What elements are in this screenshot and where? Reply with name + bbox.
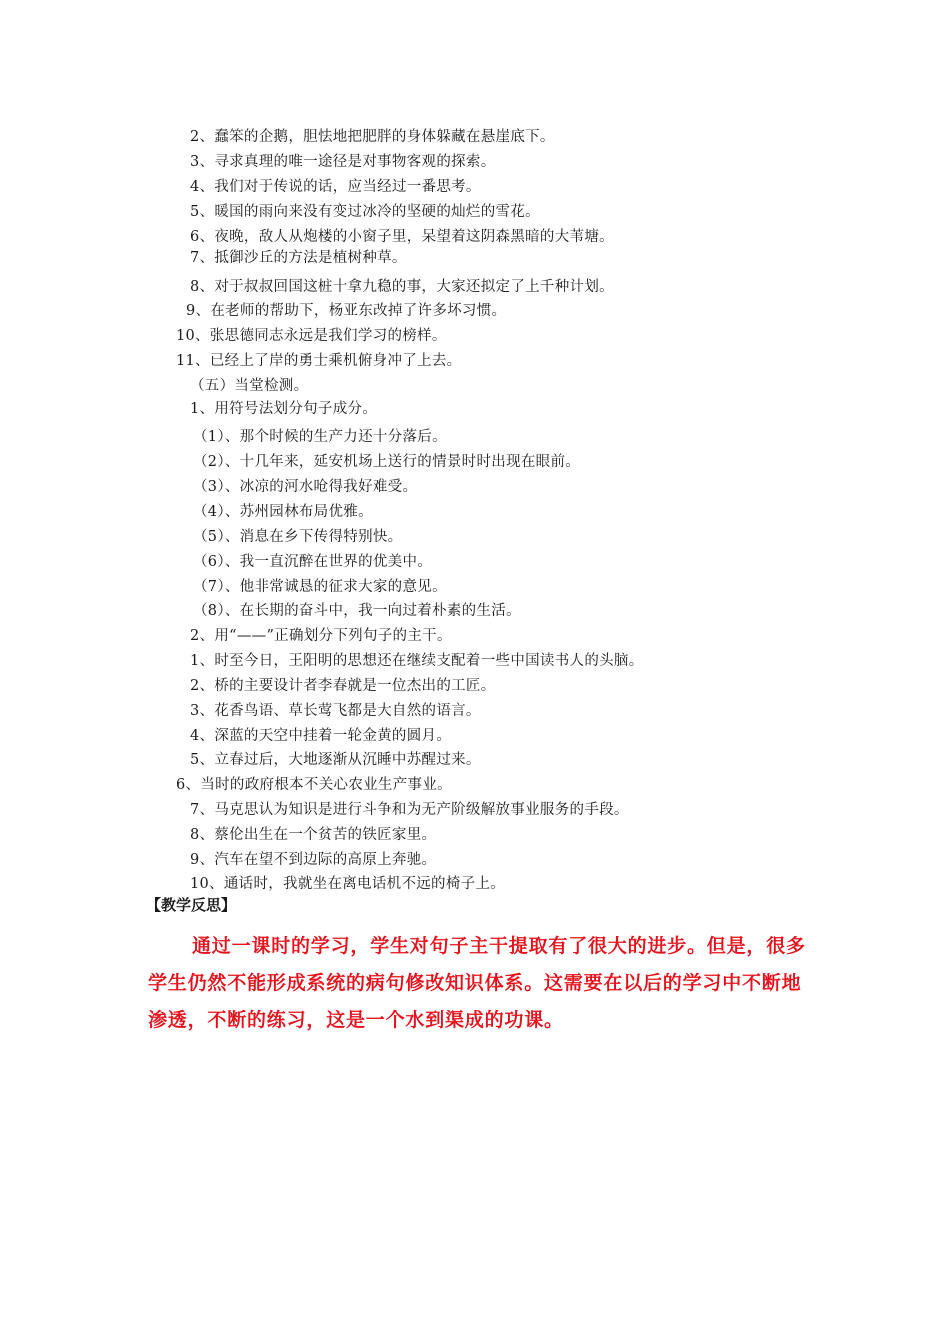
task-item: （6）、我一直沉醉在世界的优美中。 [193,554,433,570]
task-item: 6、当时的政府根本不关心农业生产事业。 [176,777,452,793]
exercise-line: 3、寻求真理的唯一途径是对事物客观的探索。 [190,154,496,170]
task-item: （2）、十几年来，延安机场上送行的情景时时出现在眼前。 [193,454,581,470]
exercise-line: 6、夜晚，敌人从炮楼的小窗子里，呆望着这阴森黑暗的大苇塘。 [190,229,614,245]
reflection-paragraph: 通过一课时的学习，学生对句子主干提取有了很大的进步。但是，很多学生仍然不能形成系统的病句修改知识体系。这需要在以后的学习中不断地渗透，不断的练习，这是一个水到渠成的功课。 [148,935,806,1031]
task-item: 9、汽车在望不到边际的高原上奔驰。 [190,852,437,868]
task-item: 10、通话时，我就坐在离电话机不远的椅子上。 [190,876,506,892]
exercise-line: 9、在老师的帮助下，杨亚东改掉了许多坏习惯。 [186,303,507,319]
task-item: 1、时至今日，王阳明的思想还在继续支配着一些中国读书人的头脑。 [190,653,644,669]
task-item: （8）、在长期的奋斗中，我一向过着朴素的生活。 [193,603,521,619]
task-item: 5、立春过后，大地逐渐从沉睡中苏醒过来。 [190,752,481,768]
exercise-line: 5、暖国的雨向来没有变过冰冷的坚硬的灿烂的雪花。 [190,204,540,220]
task-item: （7）、他非常诚恳的征求大家的意见。 [193,579,447,595]
task-item: （1）、那个时候的生产力还十分落后。 [193,429,447,445]
task-item: 4、深蓝的天空中挂着一轮金黄的圆月。 [190,728,452,744]
exercise-line: 8、对于叔叔回国这桩十拿九稳的事，大家还拟定了上千种计划。 [190,279,614,295]
task-item: （5）、消息在乡下传得特别快。 [193,529,403,545]
task-item: 8、蔡伦出生在一个贫苦的铁匠家里。 [190,827,437,843]
task-item: 2、桥的主要设计者李春就是一位杰出的工匠。 [190,678,496,694]
task-heading: 2、用“——”正确划分下列句子的主干。 [190,628,452,644]
exercise-line: 7、抵御沙丘的方法是植树种草。 [190,250,407,266]
exercise-line: 10、张思德同志永远是我们学习的榜样。 [176,328,447,344]
task-item: （4）、苏州园林布局优雅。 [193,504,373,520]
task-item: 3、花香鸟语、草长莺飞都是大自然的语言。 [190,703,481,719]
task-item: 7、马克思认为知识是进行斗争和为无产阶级解放事业服务的手段。 [190,802,629,818]
exercise-line: 4、我们对于传说的话，应当经过一番思考。 [190,179,481,195]
reflection-heading: 【教学反思】 [146,896,237,914]
section-heading: （五）当堂检测。 [190,378,309,394]
task-heading: 1、用符号法划分句子成分。 [190,401,378,417]
exercise-line: 2、蠢笨的企鹅，胆怯地把肥胖的身体躲藏在悬崖底下。 [190,129,555,145]
task-item: （3）、冰凉的河水呛得我好难受。 [193,479,418,495]
exercise-line: 11、已经上了岸的勇士乘机俯身冲了上去。 [176,353,462,369]
